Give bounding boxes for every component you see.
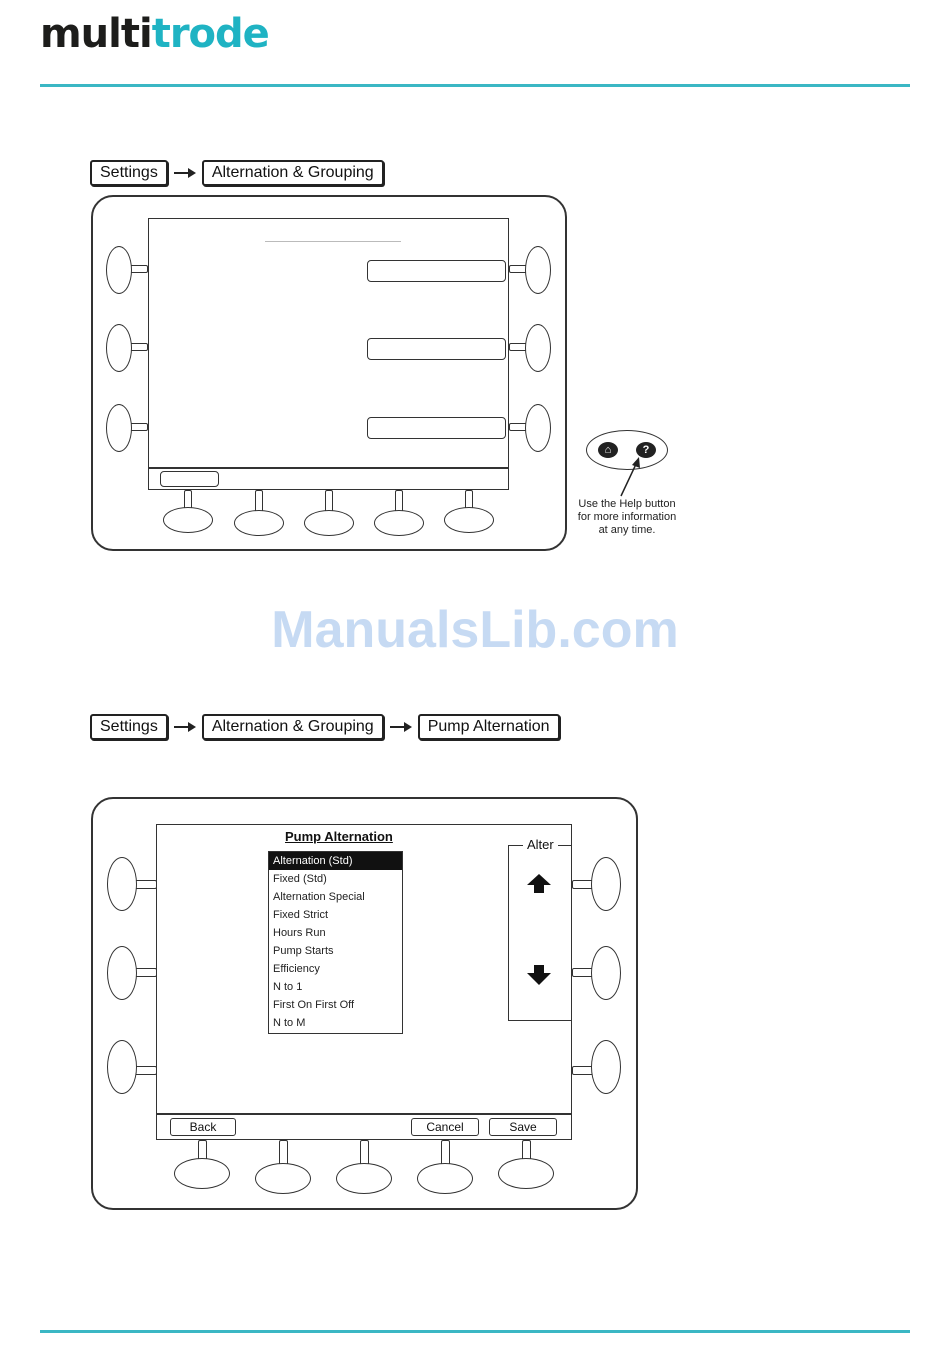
crumb-settings: Settings: [90, 160, 168, 186]
bottom-softkey-3[interactable]: [336, 1163, 392, 1194]
list-item[interactable]: N to 1: [273, 981, 303, 993]
side-softkey-left-1[interactable]: [107, 857, 137, 911]
list-item[interactable]: Efficiency: [273, 963, 320, 975]
bottom-softkey-4[interactable]: [374, 510, 424, 536]
pointer-arrow-icon: [615, 456, 645, 500]
header-rule: [40, 84, 910, 87]
side-softkey-right-2[interactable]: [525, 324, 551, 372]
list-item-selected[interactable]: Alternation (Std): [269, 852, 402, 870]
arrow-right-icon: [390, 721, 412, 733]
bottom-softkey-2[interactable]: [255, 1163, 311, 1194]
logo-part-trode: trode: [151, 11, 269, 57]
breadcrumb-2: [90, 714, 560, 740]
logo-part-multi: multi: [40, 11, 152, 57]
list-item[interactable]: First On First Off: [273, 999, 355, 1011]
value-field-3[interactable]: [367, 417, 506, 439]
help-note-line-1: Use the Help button: [578, 498, 676, 510]
help-note: [565, 498, 689, 537]
crumb-alternation-grouping: Alternation & Grouping: [202, 714, 384, 740]
side-softkey-left-3[interactable]: [106, 404, 132, 452]
breadcrumb-1: [90, 160, 384, 186]
bottom-softkey-5[interactable]: [498, 1158, 554, 1189]
list-item[interactable]: Fixed (Std): [273, 873, 327, 885]
bottom-softkey-2[interactable]: [234, 510, 284, 536]
side-softkey-left-2[interactable]: [107, 946, 137, 1000]
list-item[interactable]: Alternation Special: [273, 891, 365, 903]
screen-footer-divider: [156, 1113, 572, 1115]
help-note-line-3: at any time.: [598, 524, 656, 536]
bottom-softkey-1[interactable]: [174, 1158, 230, 1189]
side-softkey-right-1[interactable]: [591, 857, 621, 911]
list-item[interactable]: Fixed Strict: [273, 909, 329, 921]
side-softkey-right-2[interactable]: [591, 946, 621, 1000]
list-item[interactable]: Pump Starts: [273, 945, 334, 957]
arrow-right-icon: [174, 167, 196, 179]
crumb-alternation-grouping: Alternation & Grouping: [202, 160, 384, 186]
bottom-softkey-5[interactable]: [444, 507, 494, 533]
page-title: Pump Alternation: [285, 829, 393, 844]
alter-panel: [508, 845, 571, 1021]
side-softkey-left-1[interactable]: [106, 246, 132, 294]
cancel-button[interactable]: Cancel: [411, 1118, 479, 1136]
back-button[interactable]: Back: [170, 1118, 236, 1136]
bottom-softkey-1[interactable]: [163, 507, 213, 533]
side-softkey-right-1[interactable]: [525, 246, 551, 294]
footer-rule: [40, 1330, 910, 1333]
alter-label: Alter: [523, 837, 558, 852]
side-softkey-left-3[interactable]: [107, 1040, 137, 1094]
screen-title-line: [265, 241, 401, 242]
home-icon[interactable]: ⌂: [598, 442, 618, 458]
help-note-line-2: for more information: [577, 511, 677, 523]
arrow-up-icon[interactable]: [526, 873, 552, 895]
footer-field: [160, 471, 219, 487]
list-item[interactable]: N to M: [273, 1017, 306, 1029]
value-field-1[interactable]: [367, 260, 506, 282]
save-button[interactable]: Save: [489, 1118, 557, 1136]
arrow-right-icon: [174, 721, 196, 733]
side-softkey-right-3[interactable]: [591, 1040, 621, 1094]
crumb-settings: Settings: [90, 714, 168, 740]
screen-footer-divider: [148, 467, 509, 469]
bottom-softkey-3[interactable]: [304, 510, 354, 536]
arrow-down-icon[interactable]: [526, 964, 552, 986]
alternation-listbox[interactable]: [268, 851, 403, 1034]
side-softkey-right-3[interactable]: [525, 404, 551, 452]
watermark: ManualsLib.com: [271, 601, 679, 659]
help-icon[interactable]: ?: [636, 442, 656, 458]
crumb-pump-alternation: Pump Alternation: [418, 714, 560, 740]
list-item[interactable]: Hours Run: [273, 927, 326, 939]
side-softkey-left-2[interactable]: [106, 324, 132, 372]
value-field-2[interactable]: [367, 338, 506, 360]
multitrode-logo: [40, 11, 269, 57]
bottom-softkey-4[interactable]: [417, 1163, 473, 1194]
